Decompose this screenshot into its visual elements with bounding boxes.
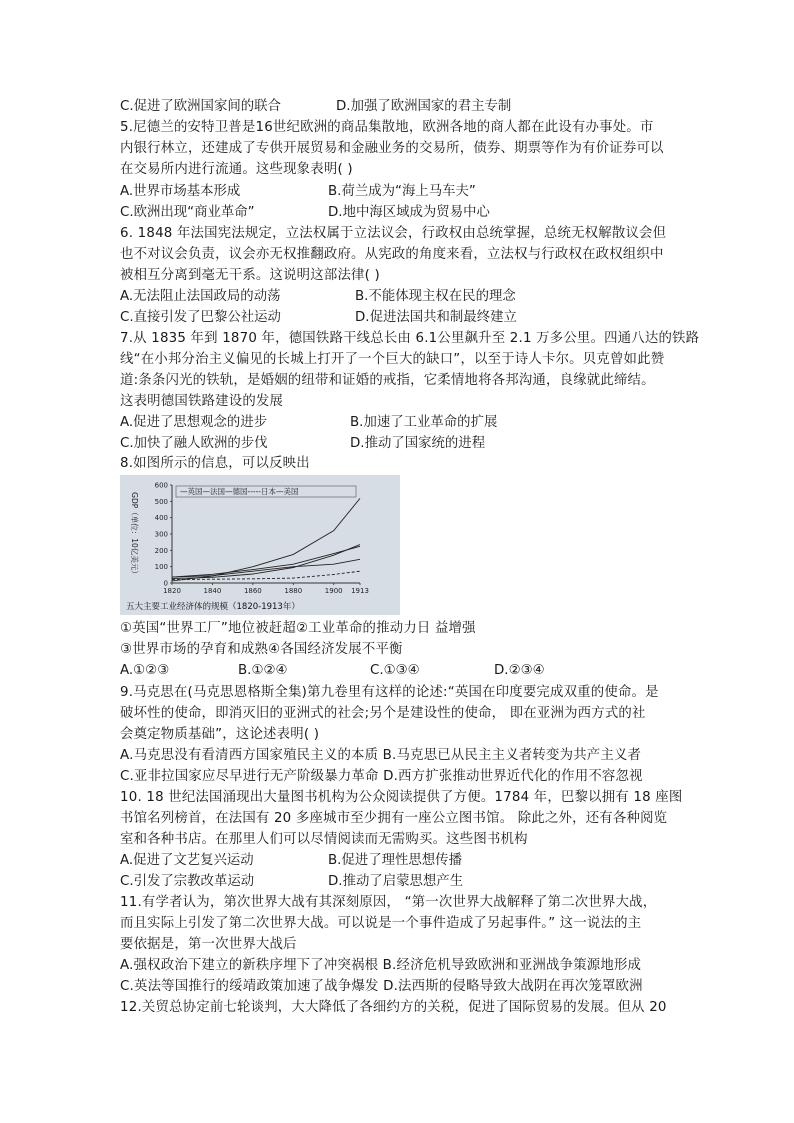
y-tick-label: 500 (154, 497, 168, 506)
q7-option-d: D.推动了国家统的进程 (350, 436, 486, 451)
q9-options-ab: A.马克思没有看清西方国家殖民主义的本质 B.马克思已从民主主义者转变为共产主义者 (120, 748, 642, 763)
q5-option-a: A.世界市场基本形成 (120, 184, 241, 199)
q7-stem-line-1: 7.从 1835 年到 1870 年，德国铁路干线总长由 6.1公里飙升至 2.1 万多公里。四通八达的铁路 (120, 331, 700, 346)
y-tick-label: 400 (154, 514, 168, 523)
q7-stem-line-2: 线“在小邦分治主义偏见的长城上打开了一个巨大的缺口”，以至于诗人卡尔。贝克曾如此赞 (120, 352, 665, 367)
q10-stem-line-2: 书馆名列榜首，在法国有 20 多座城市至少拥有一座公立图书馆。 除此之外，还有各种阅览 (120, 811, 668, 826)
q10-option-a: A.促进了文艺复兴运动 (120, 853, 254, 868)
q9-stem-line-3: 会奠定物质基础”，这论述表明( ) (120, 727, 320, 742)
q8-option-a: A.①②③ (120, 663, 170, 678)
gdp-chart-svg (120, 475, 400, 615)
q11-options-ab: A.强权政治下建立的新秩序埋下了冲突祸根 B.经济危机导致欧洲和亚洲战争策源地形成 (120, 958, 642, 973)
y-tick-label: 200 (154, 546, 168, 555)
q8-item-line-2: ③世界市场的孕育和成熟④各国经济发展不平衡 (120, 642, 403, 657)
y-tick-label: 300 (154, 530, 168, 539)
q10-option-d: D.推动了启蒙思想产生 (328, 874, 464, 889)
q11-stem-line-2: 而且实际上引发了第二次世界大战。可以说是一个事件造成了另起事件。” 这一说法的主 (120, 916, 642, 931)
q7-option-b: B.加速了工业革命的扩展 (350, 415, 498, 430)
series-line-美国 (172, 498, 360, 581)
q8-option-b: B.①②④ (238, 663, 288, 678)
q4-option-d: D.加强了欧洲国家的君主专制 (336, 99, 512, 114)
q6-stem-line-2: 也不对议会负责，议会亦无权推翻政府。从宪政的角度来看，立法权与行政权在政权组织中 (120, 247, 664, 262)
q5-stem-line-1: 5.尼德兰的安特卫普是16世纪欧洲的商品集散地，欧洲各地的商人都在此设有办事处。市 (120, 120, 654, 135)
q6-option-d: D.促进法国共和制最终建立 (355, 310, 517, 325)
q5-option-c: C.欧洲出现“商业革命” (120, 205, 255, 220)
q6-stem-line-3: 被相互分离到毫无干系。这说明这部法律( ) (120, 268, 380, 283)
series-line-英国 (172, 546, 360, 577)
q10-stem-line-3: 室和各种书店。在那里人们可以尽情阅读而无需购买。这些图书机构 (120, 832, 528, 847)
q10-option-c: C.引发了宗教改革运动 (120, 874, 255, 889)
q9-options-cd: C.亚非拉国家应尽早进行无产阶级暴力革命 D.西方扩张推动世界近代化的作用不容忽视 (120, 769, 643, 784)
y-tick-label: 100 (154, 563, 168, 572)
q7-option-c: C.加快了融人欧洲的步伐 (120, 436, 268, 451)
q7-stem-line-3: 道:条条闪光的铁轨，是婚姻的纽带和证婚的戒指，它柔情地将各邦沟通，良缘就此缔结。 (120, 373, 655, 388)
q11-stem-line-3: 要依据是，第一次世界大战后 (120, 937, 297, 952)
q6-option-a: A.无法阻止法国政局的动荡 (120, 289, 281, 304)
y-tick-label: 0 (163, 579, 168, 588)
q6-stem-line-1: 6. 1848 年法国宪法规定，立法权属于立法议会，行政权由总统掌握，总统无权解散议会但 (120, 226, 667, 241)
q5-stem-line-2: 内银行林立，还建成了专供开展贸易和金融业务的交易所，债券、期票等作为有价证券可以 (120, 141, 664, 156)
gdp-chart (120, 475, 400, 615)
q5-option-d: D.地中海区域成为贸易中心 (328, 205, 490, 220)
x-tick-label: 1913 (351, 587, 369, 595)
q9-stem-line-1: 9.马克思在(马克思恩格斯全集)第九卷里有这样的论述:“英国在印度要完成双重的使命。是 (120, 685, 659, 700)
q6-option-c: C.直接引发了巴黎公社运动 (120, 310, 281, 325)
q11-stem-line-1: 11.有学者认为，第次世界大战有其深刻原因， “第一次世界大战解释了第二次世界大战， (120, 895, 657, 910)
q12-stem-line-1: 12.关贸总协定前七轮谈判，大大降低了各细约方的关税，促进了国际贸易的发展。但从 20 (120, 1000, 667, 1015)
x-tick-label: 1880 (284, 587, 303, 595)
q10-stem-line-1: 10. 18 世纪法国涌现出大量图书机构为公众阅读提供了方便。1784 年，巴黎以拥有 18 座图 (120, 790, 683, 805)
q8-option-d: D.②③④ (494, 663, 545, 678)
x-tick-label: 1820 (163, 587, 181, 595)
x-tick-label: 1860 (243, 587, 262, 595)
x-tick-label: 1900 (324, 587, 343, 595)
q5-stem-line-3: 在交易所内进行流通。这些现象表明( ) (120, 162, 353, 177)
y-tick-label: 600 (154, 481, 168, 490)
q5-option-b: B.荷兰成为“海上马车夫” (328, 184, 476, 199)
q8-option-c: C.①③④ (370, 663, 420, 678)
q9-stem-line-2: 破坏性的使命，即消灭旧的亚洲式的社会;另个是建设性的使命， 即在亚洲为西方式的社 (120, 706, 646, 721)
q11-options-cd: C.英法等国推行的绥靖政策加速了战争爆发 D.法西斯的侵略导致大战阴在再次笼罩欧洲 (120, 979, 643, 994)
q6-option-b: B.不能体现主权在民的理念 (355, 289, 516, 304)
y-axis-label: GDP（单位：10亿美元） (130, 492, 139, 578)
q8-item-line-1: ①英国“世界工厂”地位被赶超②工业革命的推动力日 益增强 (120, 621, 476, 636)
q10-option-b: B.促进了理性思想传播 (328, 853, 462, 868)
q7-option-a: A.促进了思想观念的进步 (120, 415, 268, 430)
x-tick-label: 1840 (203, 587, 222, 595)
q7-stem-line-4: 这表明德国铁路建设的发展 (120, 394, 284, 409)
chart-title: 五大主要工业经济体的规模（1820-1913年） (126, 602, 300, 612)
series-line-德国 (172, 545, 360, 579)
q8-stem: 8.如图所示的信息，可以反映出 (120, 456, 310, 471)
q4-option-c: C.促进了欧洲国家间的联合 (120, 99, 281, 114)
chart-legend: —英国—法国—德国-----日本—美国 (180, 487, 299, 496)
